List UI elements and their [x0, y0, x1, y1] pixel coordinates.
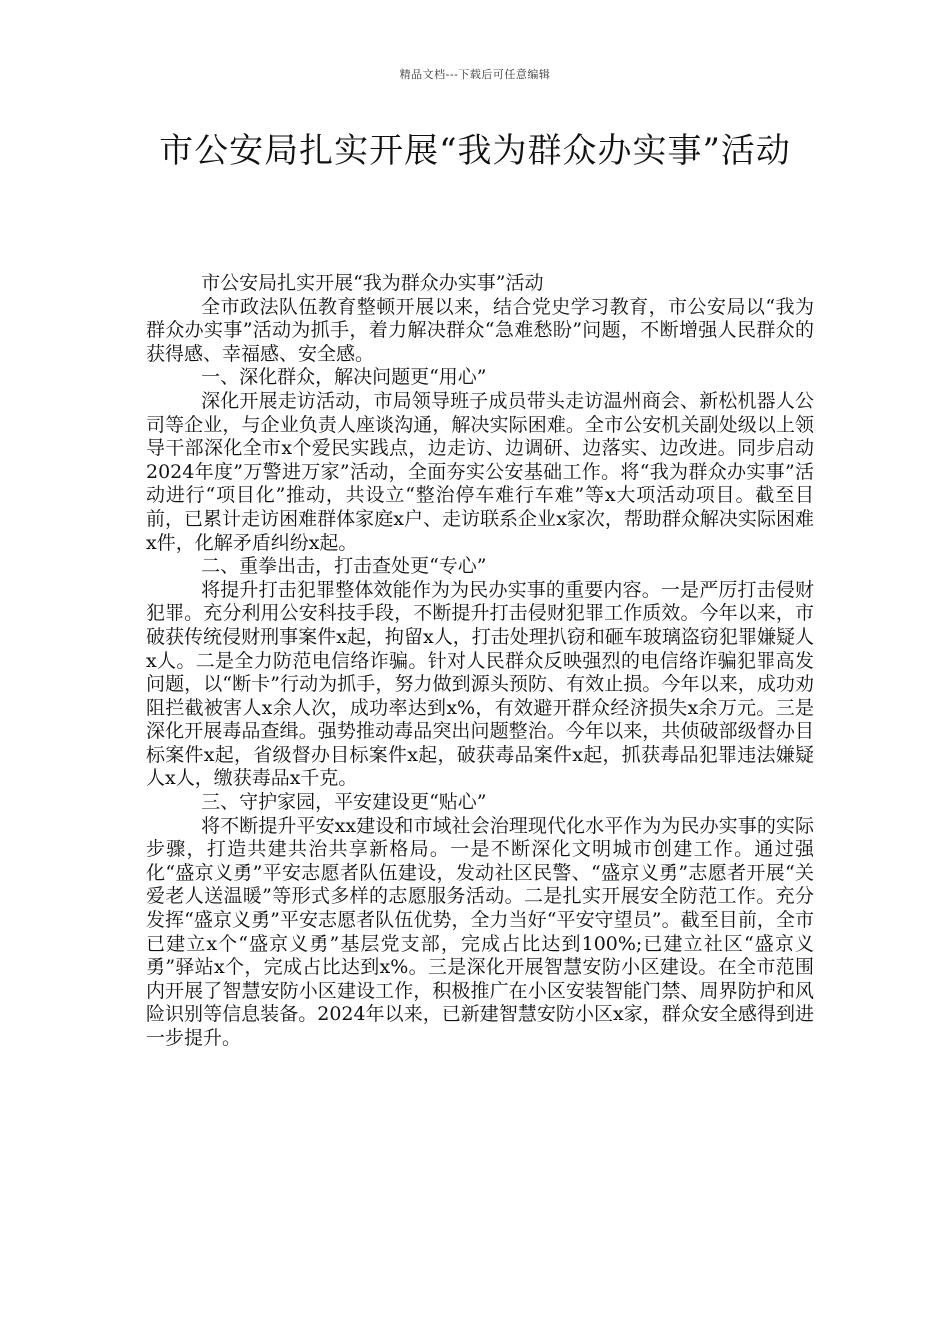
section-heading-3: 三、守护家园，平安建设更“贴心”: [201, 791, 487, 814]
section-paragraph-1: 深化开展走访活动，市局领导班子成员带头走访温州商会、新松机器人公司等企业，与企业负责人座谈沟通，解决实际困难。全市公安机关副处级以上领导干部深化全市x个爱民实践点，边走访、边调研、边落实、边改进。同步启动2024年度”万警进万家”活动，全面夯实公安基础工作。将“我为群众办实事”活动进行“项目化”推动，共设立“整治停车难行车难”等x大项活动项目。截至目前，已累计走访困难群体家庭x户、走访联系企业x家次，帮助群众解决实际困难x件，化解矛盾纠纷x起。: [146, 389, 814, 554]
intro-heading: 市公安局扎实开展“我为群众办实事”活动: [201, 272, 544, 294]
header-note: 精品文档---下载后可任意编辑: [399, 68, 551, 81]
document-title: 市公安局扎实开展“我为群众办实事”活动: [159, 131, 791, 171]
intro-paragraph: 全市政法队伍教育整顿开展以来，结合党史学习教育，市公安局以“我为群众办实事”活动为抓手，着力解决群众“急难愁盼”问题，不断增强人民群众的获得感、幸福感、安全感。: [146, 295, 814, 365]
section-paragraph-2: 将提升打击犯罪整体效能作为为民办实事的重要内容。一是严厉打击侵财犯罪。充分利用公安科技手段，不断提升打击侵财犯罪工作质效。今年以来，市破获传统侵财刑事案件x起，拘留x人，打击处理扒窃和砸车玻璃盗窃犯罪嫌疑人x人。二是全力防范电信络诈骗。针对人民群众反映强烈的电信络诈骗犯罪高发问题，以“断卡”行动为抓手，努力做到源头预防、有效止损。今年以来，成功劝阻拦截被害人x余人次，成功率达到x%，有效避开群众经济损失x余万元。三是深化开展毒品查缉。强势推动毒品突出问题整治。今年以来，共侦破部级督办目标案件x起，省级督办目标案件x起，破获毒品案件x起，抓获毒品犯罪违法嫌疑人x人，缴获毒品x千克。: [146, 578, 814, 790]
section-heading-2: 二、重拳出击，打击查处更“专心”: [201, 555, 487, 578]
section-heading-1: 一、深化群众，解决问题更“用心”: [201, 366, 487, 389]
section-paragraph-3: 将不断提升平安xx建设和市域社会治理现代化水平作为为民办实事的实际步骤，打造共建共治共享新格局。一是不断深化文明城市创建工作。通过强化“盛京义勇”平安志愿者队伍建设，发动社区民警、“盛京义勇”志愿者开展“关爱老人送温暖”等形式多样的志愿服务活动。二是扎实开展安全防范工作。充分发挥“盛京义勇”平安志愿者队伍优势，全力当好“平安守望员”。截至目前，全市已建立x个“盛京义勇”基层党支部，完成占比达到100%;已建立社区“盛京义勇”驿站x个，完成占比达到x%。三是深化开展智慧安防小区建设。在全市范围内开展了智慧安防小区建设工作，积极推广在小区安装智能门禁、周界防护和风险识别等信息装备。2024年以来，已新建智慧安防小区x家，群众安全感得到进一步提升。: [146, 814, 814, 1049]
document-body: [146, 272, 814, 1051]
